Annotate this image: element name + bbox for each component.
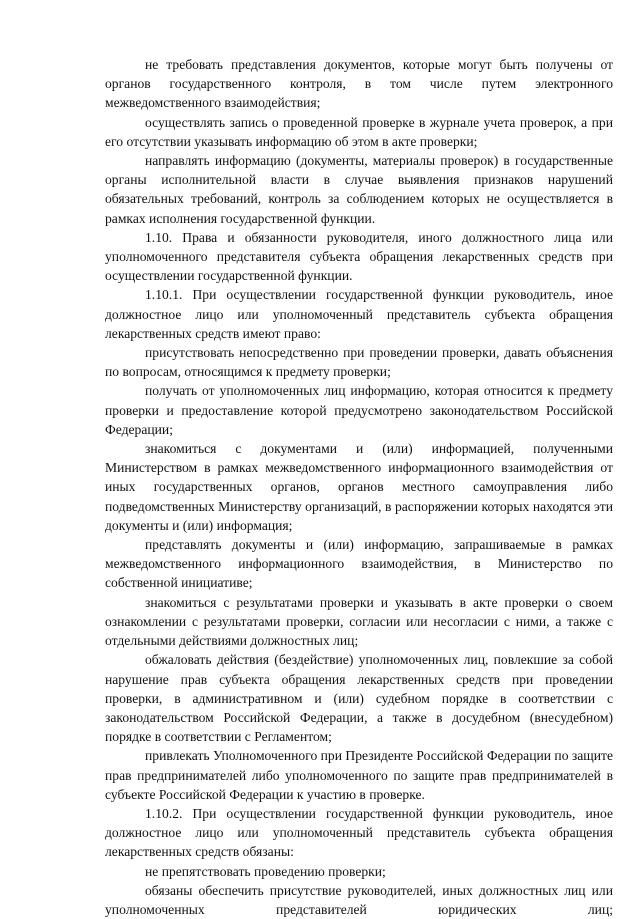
- paragraph-1: не требовать представления документов, которые могут быть получены от органов государственного контроля, в том числе путем электронного межведомственного взаимодействия;: [105, 57, 613, 111]
- document-page: [105, 55, 613, 919]
- section-1-10-1-intro: 1.10.1. При осуществлении государственной функции руководитель, иное должностное лицо или уполномоченный представитель субъекта обращения лекарственных средств имеют право:: [105, 287, 613, 341]
- paragraph-3: направлять информацию (документы, материалы проверок) в государственные органы исполнительной власти в случае выявления признаков нарушений обязательных требований, контроль за соблюдением которых не осуществляется в рамках исполнения государственной функции.: [105, 153, 613, 226]
- paragraph-11: обжаловать действия (бездействие) уполномоченных лиц, повлекшие за собой нарушение прав субъекта обращения лекарственных средств при проведении проверки, в административном и (или) судебном порядке в соответствии с законодательством Российской Федерации, а также в досудебном (внесудебном) порядке в соответствии с Регламентом;: [105, 652, 613, 745]
- paragraph-14: не препятствовать проведению проверки;: [145, 863, 386, 879]
- section-1-10-heading: 1.10. Права и обязанности руководителя, иного должностного лица или уполномоченного представителя субъекта обращения лекарственных средств при осуществлении государственной функции.: [105, 229, 613, 284]
- paragraph-9: представлять документы и (или) информацию, запрашиваемые в рамках межведомственного информационного взаимодействия, в Министерство по собственной инициативе;: [105, 537, 613, 591]
- paragraph-2: осуществлять запись о проведенной проверке в журнале учета проверок, а при его отсутствии указывать информацию об этом в акте проверки;: [105, 114, 613, 149]
- paragraph-10: знакомиться с результатами проверки и указывать в акте проверки о своем ознакомлении с результатами проверки, согласии или несогласии с ними, а также с отдельными действиями должностных лиц;: [105, 594, 613, 649]
- section-1-10-2-intro: 1.10.2. При осуществлении государственной функции руководитель, иное должностное лицо или уполномоченный представитель субъекта обращения лекарственных средств обязаны:: [105, 805, 613, 860]
- paragraph-7: получать от уполномоченных лиц информацию, которая относится к предмету проверки и предоставление которой предусмотрено законодательством Российской Федерации;: [105, 383, 613, 437]
- paragraph-8: знакомиться с документами и (или) информацией, полученными Министерством в рамках межведомственного информационного взаимодействия от иных государственных органов, органов местного самоуправления либо подведомственных Министерству организаций, в распоряжении которых находятся эти документы и (или) информация;: [105, 441, 613, 533]
- paragraph-15: обязаны обеспечить присутствие руководителей, иных должностных лиц или уполномоченных представителей юридических лиц;: [105, 882, 613, 917]
- paragraph-12: привлекать Уполномоченного при Президенте Российской Федерации по защите прав предпринимателей либо уполномоченного по защите прав предпринимателей в субъекте Российской Федерации к участию в проверке.: [105, 748, 614, 802]
- paragraph-6: присутствовать непосредственно при проведении проверки, давать объяснения по вопросам, относящимся к предмету проверки;: [105, 345, 613, 380]
